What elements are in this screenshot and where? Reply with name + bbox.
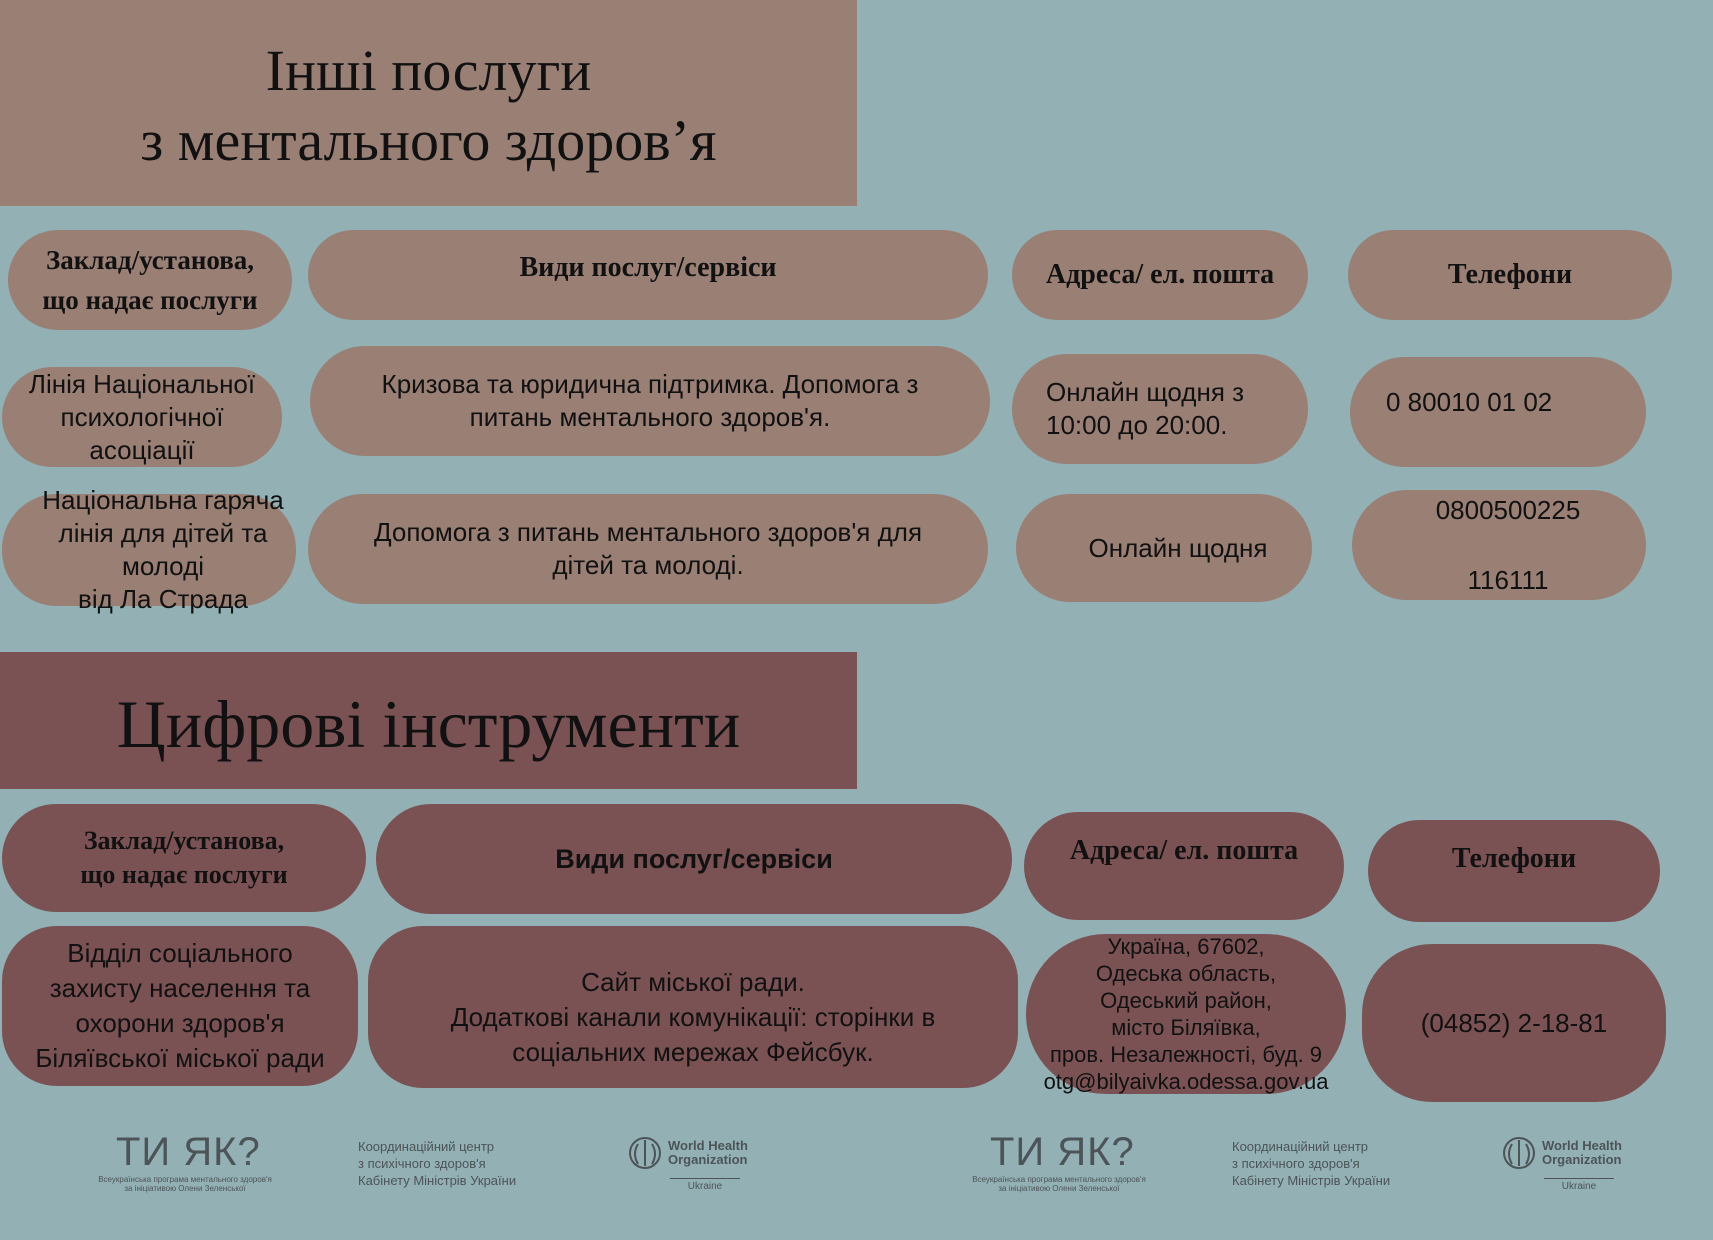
- s1-row2-services: Допомога з питань ментального здоров'я для дітей та молоді.: [308, 494, 988, 604]
- s1-header-services: Види послуг/сервіси: [308, 230, 988, 320]
- s1-row1-institution: Лінія Національної психологічної асоціації: [2, 367, 282, 467]
- who-country-left: Ukraine: [670, 1178, 740, 1192]
- s2-header-phones: Телефони: [1368, 820, 1660, 922]
- s2-header-institution: Заклад/установа, що надає послуги: [2, 804, 366, 912]
- section1-title-line2: з ментального здоров’я: [140, 108, 717, 173]
- ty-yak-logo-left: ТИ ЯК?: [116, 1130, 261, 1174]
- section1-title: [0, 36, 857, 176]
- ty-yak-logo-right: ТИ ЯК?: [990, 1130, 1135, 1174]
- s1-header-address: Адреса/ ел. пошта: [1012, 230, 1308, 320]
- s2-header-address: Адреса/ ел. пошта: [1024, 812, 1344, 920]
- s1-row1-phones: 0 80010 01 02: [1350, 357, 1646, 467]
- who-emblem-icon: [1500, 1134, 1538, 1172]
- ty-yak-sub-left: Всеукраїнська програма ментального здоров'я за ініціативою Олени Зеленської: [98, 1175, 272, 1193]
- who-name-right: World Health Organization: [1542, 1138, 1622, 1167]
- who-logo-left: [626, 1134, 748, 1172]
- s2-row-phones: (04852) 2-18-81: [1362, 944, 1666, 1102]
- who-country-right: Ukraine: [1544, 1178, 1614, 1192]
- s1-row2-phones: 0800500225 116111: [1352, 490, 1646, 600]
- s1-row2-address: Онлайн щодня: [1016, 494, 1312, 602]
- s1-row2-institution: Національна гаряча лінія для дітей та молоді від Ла Страда: [2, 494, 296, 606]
- coord-center-left: Координаційний центр з психічного здоров'я Кабінету Міністрів України: [358, 1139, 517, 1188]
- ty-yak-sub-right: Всеукраїнська програма ментального здоров'я за ініціативою Олени Зеленської: [972, 1175, 1146, 1193]
- who-name-left: World Health Organization: [668, 1138, 748, 1167]
- s1-header-phones: Телефони: [1348, 230, 1672, 320]
- s2-header-services: Види послуг/сервіси: [376, 804, 1012, 914]
- coord-center-right: Координаційний центр з психічного здоров'я Кабінету Міністрів України: [1232, 1139, 1391, 1188]
- s1-header-institution: Заклад/установа, що надає послуги: [8, 230, 292, 330]
- s2-row-services: Сайт міської ради. Додаткові канали комунікації: сторінки в соціальних мережах Фейсбук.: [368, 926, 1018, 1088]
- s1-row1-services: Кризова та юридична підтримка. Допомога з питань ментального здоров'я.: [310, 346, 990, 456]
- who-emblem-icon: [626, 1134, 664, 1172]
- s2-row-institution: Відділ соціального захисту населення та охорони здоров'я Біляївської міської ради: [2, 926, 358, 1086]
- s1-row1-address: Онлайн щодня з 10:00 до 20:00.: [1012, 354, 1308, 464]
- who-logo-right: [1500, 1134, 1622, 1172]
- s2-row-address: Україна, 67602, Одеська область, Одеський район, місто Біляївка, пров. Незалежності, буд. 9 otg@bilyaivka.odessa.gov.ua: [1026, 934, 1346, 1094]
- section2-title: Цифрові інструменти: [116, 686, 741, 762]
- section1-title-line1: Інші послуги: [265, 38, 592, 103]
